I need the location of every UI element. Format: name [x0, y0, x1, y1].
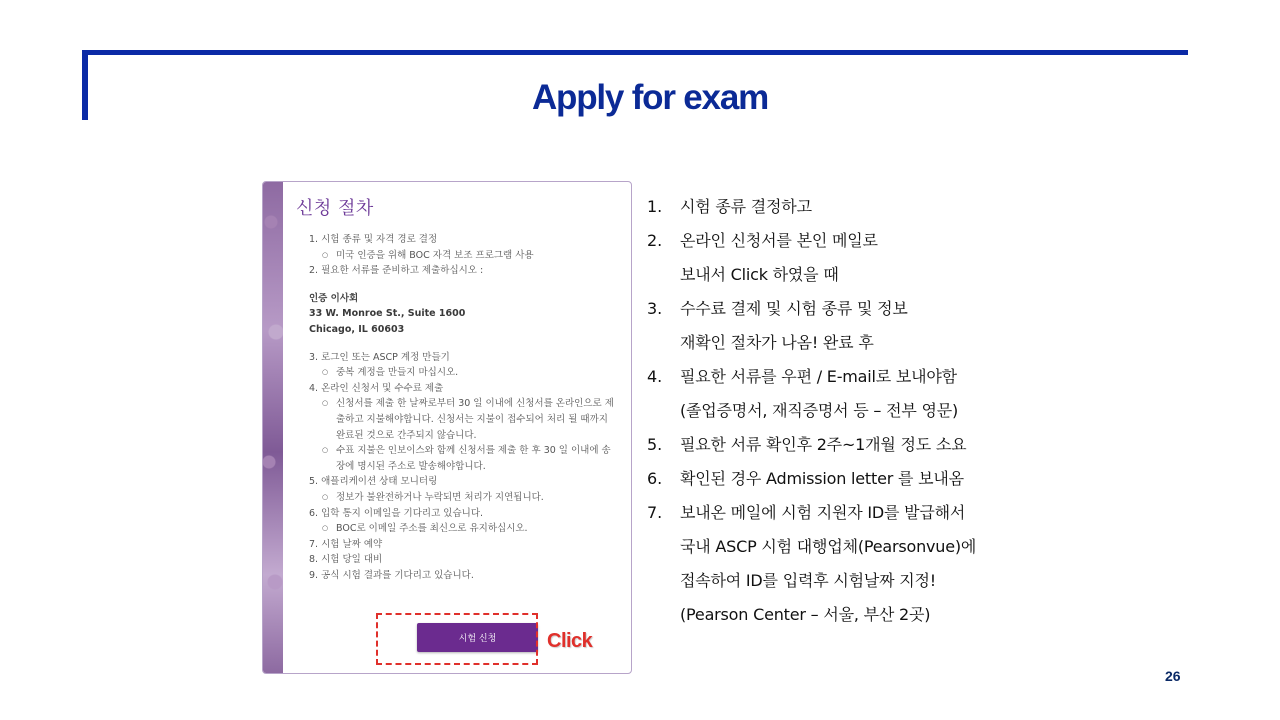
procedure-item: 4. 온라인 신청서 및 수수료 제출 — [309, 382, 444, 394]
procedure-item: 1. 시험 종류 및 자격 경로 결정 — [309, 234, 438, 245]
procedure-subitem-text: 정보가 불완전하거나 누락되면 처리가 지연됩니다. — [336, 491, 544, 503]
procedure-item: 9. 공식 시험 결과를 기다리고 있습니다. — [309, 569, 474, 581]
procedure-list — [309, 232, 619, 583]
step-text: 온라인 신청서를 본인 메일로 — [680, 231, 878, 250]
decorative-stripe — [263, 182, 283, 673]
bullet-icon: ○ — [322, 446, 329, 455]
step-text: 보내서 Click 하였을 때 — [680, 265, 839, 284]
procedure-subitem — [309, 248, 619, 264]
header-top-rule — [82, 50, 1188, 55]
step-number: 3. — [647, 299, 663, 318]
step-text: 국내 ASCP 시험 대행업체(Pearsonvue)에 — [680, 537, 977, 556]
step-text: 수수료 결제 및 시험 종류 및 정보 — [680, 299, 908, 318]
address-line: Chicago, IL 60603 — [309, 323, 405, 335]
procedure-subitem-text: 중복 계정을 만들지 마십시오. — [336, 367, 459, 379]
procedure-item: 8. 시험 당일 대비 — [309, 554, 383, 566]
apply-exam-button[interactable]: 시험 신청 — [417, 623, 538, 652]
step-text: 확인된 경우 Admission letter 를 보내옴 — [680, 469, 964, 488]
click-callout-label: Click — [547, 630, 593, 652]
step-text: (졸업증명서, 재직증명서 등 – 전부 영문) — [680, 401, 959, 420]
procedure-subitem — [309, 521, 619, 537]
procedure-item: 2. 필요한 서류를 준비하고 제출하십시오 : — [309, 265, 484, 277]
address-line: 인증 이사회 — [309, 292, 359, 304]
procedure-subitem — [309, 396, 619, 443]
procedure-subitem-text: 신청서를 제출 한 날짜로부터 30 일 이내에 신청서를 온라인으로 제출하고 지불해야합니다. 신청서는 지불이 접수되어 처리 될 때까지 완료된 것으로 간주되지 않습니다. — [336, 398, 614, 441]
step-text: 재확인 절차가 나옴! 완료 후 — [680, 333, 874, 352]
bullet-icon: ○ — [322, 250, 329, 259]
bullet-icon: ○ — [322, 492, 329, 501]
procedure-subitem-text: 미국 인증을 위해 BOC 자격 보조 프로그램 사용 — [336, 249, 534, 261]
procedure-subitem — [309, 365, 619, 381]
application-procedure-panel — [262, 181, 632, 674]
address-line: 33 W. Monroe St., Suite 1600 — [309, 308, 466, 320]
bullet-icon: ○ — [322, 368, 329, 377]
step-text: 시험 종류 결정하고 — [680, 197, 812, 216]
step-number: 4. — [647, 367, 663, 386]
procedure-subitem-text: 수표 지불은 인보이스와 함께 신청서를 제출 한 후 30 일 이내에 송장에 명시된 주소로 발송해야합니다. — [336, 445, 611, 472]
bullet-icon: ○ — [322, 524, 329, 533]
procedure-subitem-text: BOC로 이메일 주소를 최신으로 유지하십시오. — [336, 523, 528, 535]
step-number: 5. — [647, 435, 663, 454]
step-number: 7. — [647, 503, 663, 522]
bullet-icon: ○ — [322, 399, 329, 408]
procedure-item: 3. 로그인 또는 ASCP 계정 만들기 — [309, 351, 450, 363]
step-text: 보내온 메일에 시험 지원자 ID를 발급해서 — [680, 503, 966, 522]
panel-title: 신청 절차 — [296, 198, 374, 219]
click-highlight-box — [376, 613, 538, 665]
step-number: 2. — [647, 231, 663, 250]
page-number: 26 — [1165, 668, 1181, 684]
spacer — [309, 338, 619, 350]
procedure-item: 6. 입학 통지 이메일을 기다리고 있습니다. — [309, 507, 484, 519]
procedure-subitem — [309, 443, 619, 474]
procedure-item: 7. 시험 날짜 예약 — [309, 538, 383, 550]
slide-title: Apply for exam — [531, 78, 769, 117]
step-text: 필요한 서류 확인후 2주~1개월 정도 소요 — [680, 435, 967, 454]
procedure-item: 5. 애플리케이션 상태 모니터링 — [309, 476, 438, 488]
step-text: 필요한 서류를 우편 / E-mail로 보내야함 — [680, 367, 957, 386]
step-text: (Pearson Center – 서울, 부산 2곳) — [680, 605, 931, 624]
step-number: 1. — [647, 197, 663, 216]
spacer — [309, 279, 619, 291]
step-text: 접속하여 ID를 입력후 시험날짜 지정! — [680, 571, 936, 590]
procedure-subitem — [309, 490, 619, 506]
step-number: 6. — [647, 469, 663, 488]
